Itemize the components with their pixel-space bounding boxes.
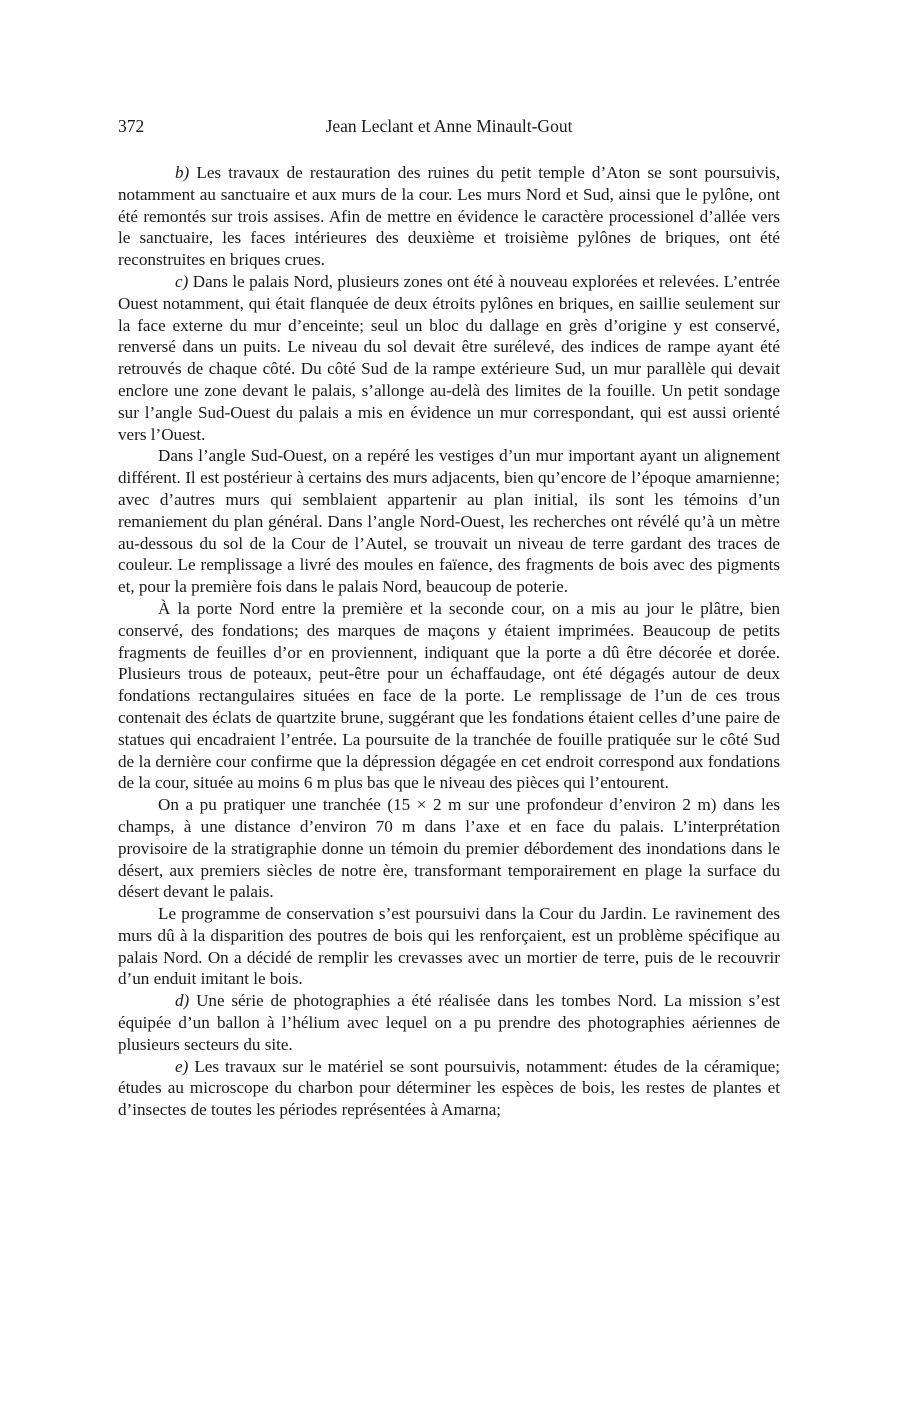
paragraph-b (118, 162, 780, 271)
paragraph-text: Les travaux de restauration des ruines du petit temple d’Aton se sont poursuivis, notamment au sanctuaire et aux murs de la cour. Les murs Nord et Sud, ainsi que le pylône, ont été remontés sur trois assises. Afin de mettre en évidence le caractère processionel d’allée vers le sanctuaire, les faces intérieures des deuxième et troisième pylônes de briques, ont été reconstruites en briques crues. (118, 163, 780, 270)
paragraph-marker: e) (175, 1056, 189, 1076)
paragraph-d (118, 990, 780, 1055)
paragraph-text: Les travaux sur le matériel se sont poursuivis, notamment: études de la céramique; études au microscope du charbon pour déterminer les espèces de bois, les restes de plantes et d’insectes de toutes les périodes représentées à Amarna; (118, 1056, 780, 1120)
paragraph-c (118, 271, 780, 445)
paragraph-marker: c) (175, 271, 189, 291)
paragraph-text: Le programme de conservation s’est poursuivi dans la Cour du Jardin. Le ravinement des murs dû à la disparition des poutres de bois qui les renforçaient, est un problème spécifique au palais Nord. On a décidé de remplir les crevasses avec un mortier de terre, puis de le recouvrir d’un enduit imitant le bois. (118, 904, 780, 989)
body-text (118, 162, 780, 1121)
paragraph-text: On a pu pratiquer une tranchée (15 × 2 m sur une profondeur d’environ 2 m) dans les champs, à une distance d’environ 70 m dans l’axe et en face du palais. L’interprétation provisoire de la stratigraphie donne un témoin du premier débordement des inondations dans le désert, aux premiers siècles de notre ère, transformant temporairement en plage la surface du désert devant le palais. (118, 795, 780, 902)
paragraph-text: À la porte Nord entre la première et la seconde cour, on a mis au jour le plâtre, bien conservé, des fondations; des marques de maçons y étaient imprimées. Beaucoup de petits fragments de feuilles d’or en proviennent, indiquant que la porte a dû être décorée et dorée. Plusieurs trous de poteaux, peut-être pour un échaffaudage, ont été dégagés autour de deux fondations rectangulaires situées en face de la porte. Le remplissage de l’un de ces trous contenait des éclats de quartzite brune, suggérant que les fondations étaient celles d’une paire de statues qui encadraient l’entrée. La poursuite de la tranchée de fouille pratiquée sur le côté Sud de la dernière cour confirme que la dépression dégagée en cet endroit correspond aux fondations de la cour, située au moins 6 m plus bas que le niveau des pièces qui l’entourent. (118, 598, 780, 793)
page-number: 372 (118, 116, 145, 136)
paragraph-tranchee (118, 794, 780, 903)
paragraph-text: Dans le palais Nord, plusieurs zones ont été à nouveau explorées et relevées. L’entrée Ouest notamment, qui était flanquée de deux étroits pylônes en briques, en saillie seulement sur la face externe du mur d’enceinte; seul un bloc du dallage en grès d’origine y est conservé, renversé dans un puits. Le niveau du sol devait être surélevé, des indices de rampe ayant été retrouvés de chaque côté. Du côté Sud de la rampe extérieure Sud, un mur parallèle qui devait enclore une zone devant le palais, s’allonge au-delà des limites de la fouille. Un petit sondage sur l’angle Sud-Ouest du palais a mis en évidence un mur correspondant, qui est aussi orienté vers l’Ouest. (118, 271, 780, 444)
paragraph-e (118, 1056, 780, 1121)
running-head: Jean Leclant et Anne Minault-Gout (325, 116, 573, 136)
paragraph-sud-ouest (118, 445, 780, 598)
paragraph-porte-nord (118, 598, 780, 794)
page-header (118, 113, 780, 139)
paragraph-conservation (118, 903, 780, 990)
paragraph-marker: b) (175, 163, 190, 182)
paragraph-marker: d) (175, 991, 190, 1011)
paragraph-text: Une série de photographies a été réalisée dans les tombes Nord. La mission s’est équipée d’un ballon à l’hélium avec lequel on a pu prendre des photographies aériennes de plusieurs secteurs du site. (118, 991, 780, 1054)
paragraph-text: Dans l’angle Sud-Ouest, on a repéré les vestiges d’un mur important ayant un alignement différent. Il est postérieur à certains des murs adjacents, bien qu’encore de l’époque amarnienne; avec d’autres murs qui semblaient appartenir au plan initial, ils sont les témoins d’un remaniement du plan général. Dans l’angle Nord-Ouest, les recherches ont révélé qu’à un mètre au-dessous du sol de la Cour de l’Autel, se trouvait un niveau de terre gardant des traces de couleur. Le remplissage a livré des moules en faïence, des fragments de bois avec des pigments et, pour la première fois dans le palais Nord, beaucoup de poterie. (118, 446, 780, 597)
